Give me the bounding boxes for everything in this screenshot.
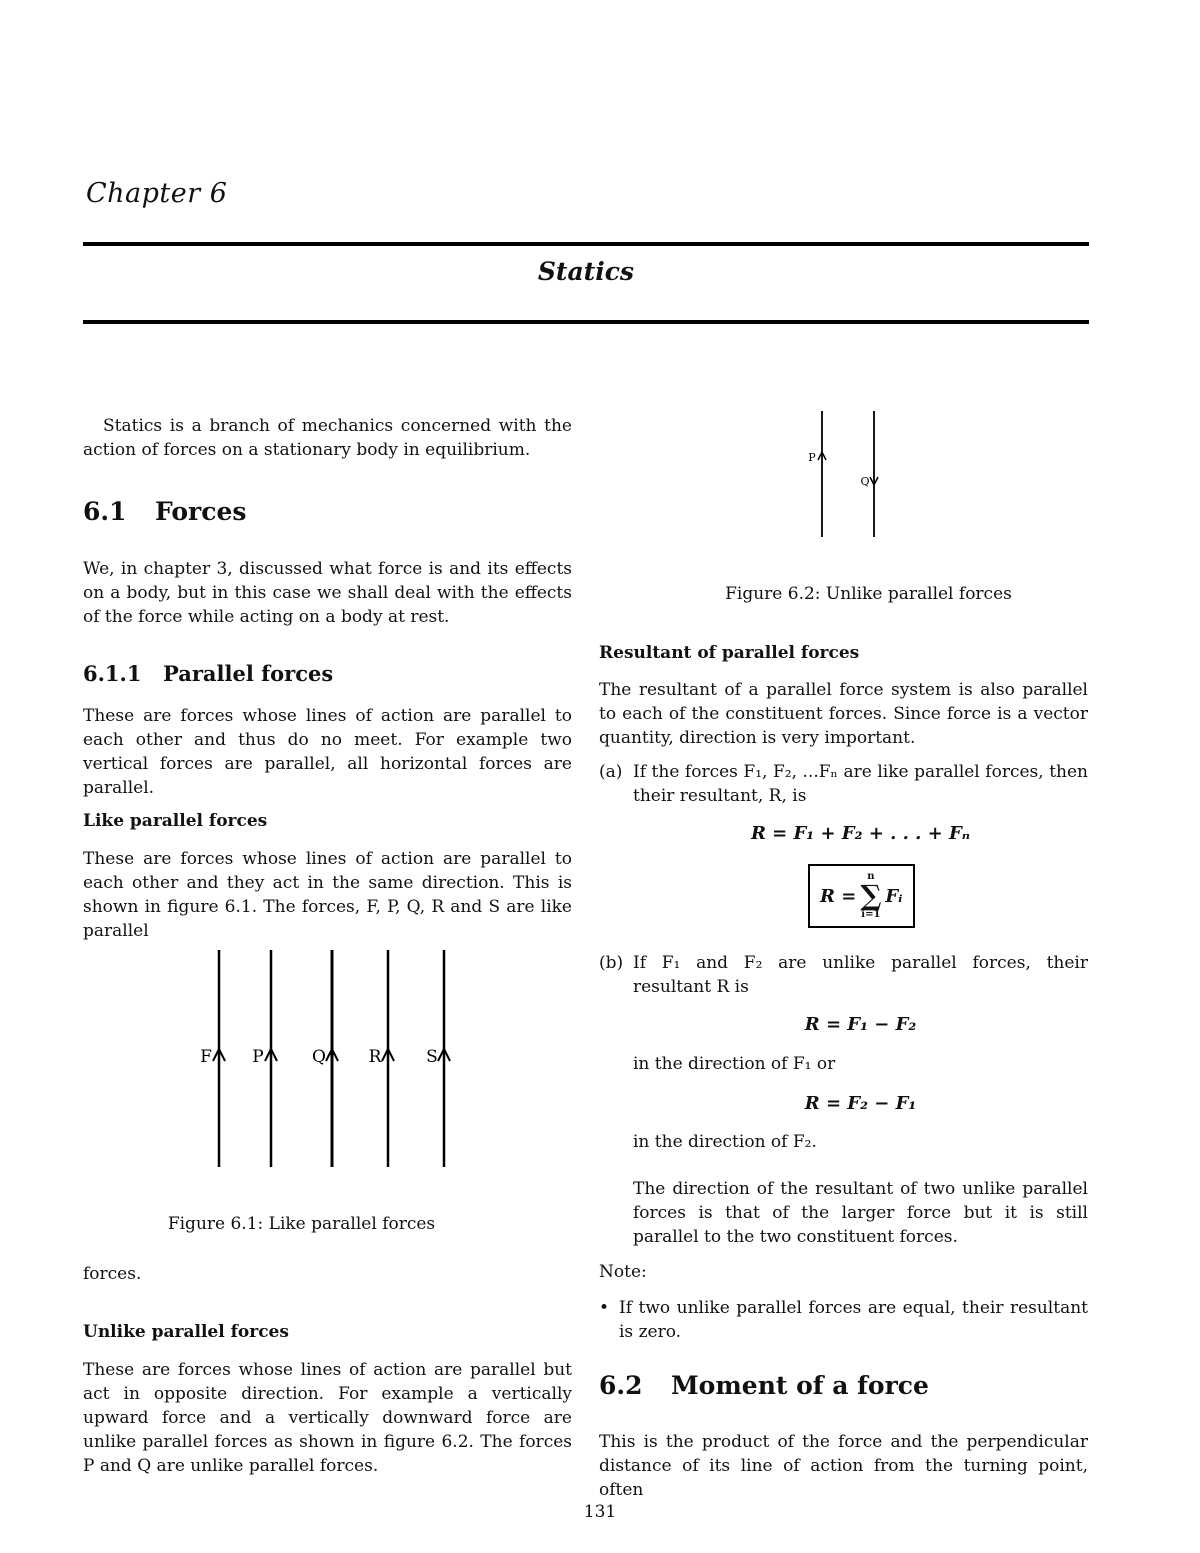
label-s: S [426, 1047, 438, 1067]
equation-sum: R = F₁ + F₂ + . . . + Fₙ [750, 823, 971, 844]
page-number: 131 [583, 1502, 617, 1522]
bottom-rule [83, 320, 1089, 324]
force-line-p-up [818, 411, 826, 537]
figure-6-1-diagram [83, 945, 572, 1175]
item-a [599, 760, 1088, 808]
item-b [599, 951, 1088, 999]
section-6-1-heading: 6.1 Forces [83, 497, 247, 526]
note-heading: Note: [599, 1262, 647, 1282]
boxed-rhs: Fᵢ [885, 885, 903, 907]
sigma-bottom: i=1 [861, 909, 881, 920]
label-p: P [252, 1047, 264, 1067]
note-bullet-text: If two unlike parallel forces are equal, their resultant is zero. [619, 1298, 1088, 1342]
boxed-summation [808, 864, 915, 928]
direction-explanation: The direction of the resultant of two unlike parallel forces is that of the larger force but it is still parallel to the two constituent forces. [633, 1179, 1088, 1247]
resultant-paragraph: The resultant of a parallel force system is also parallel to each of the constituent forces. Since force is a vector quantity, direction is very important. [599, 680, 1088, 748]
bullet-icon: • [599, 1298, 610, 1318]
direction-f1: in the direction of F₁ or [633, 1054, 836, 1074]
item-a-text: If the forces F₁, F₂, ...Fₙ are like parallel forces, then their resultant, R, is [633, 762, 1088, 806]
equation-difference-2: R = F₂ − F₁ [804, 1093, 917, 1114]
section-6-2-heading: 6.2 Moment of a force [599, 1371, 929, 1400]
chapter-label: Chapter 6 [86, 178, 228, 209]
direction-f2: in the direction of F₂. [633, 1132, 817, 1152]
force-line-q-down [870, 411, 878, 537]
label-r: R [368, 1047, 382, 1067]
force-line-r [382, 950, 394, 1167]
label-p-small: P [808, 451, 816, 464]
force-line-q [326, 950, 338, 1167]
chapter-title: Statics [537, 257, 634, 286]
figure-6-2-caption: Figure 6.2: Unlike parallel forces [725, 584, 1012, 604]
force-line-s [438, 950, 450, 1167]
label-f: F [200, 1047, 212, 1067]
force-line-f [213, 950, 225, 1167]
intro-paragraph: Statics is a branch of mechanics concerned with the action of forces on a stationary body in equilibrium. [83, 416, 572, 460]
unlike-parallel-heading: Unlike parallel forces [83, 1322, 289, 1342]
item-b-text: If F₁ and F₂ are unlike parallel forces, their resultant R is [633, 953, 1088, 997]
unlike-parallel-paragraph: These are forces whose lines of action are parallel but act in opposite direction. For example a vertically upward force and a vertically downward force are unlike parallel forces as shown in figure 6.2. The forces P and Q are unlike parallel forces. [83, 1360, 572, 1476]
item-a-label: (a) [599, 762, 623, 782]
sigma-icon: ∑ [860, 879, 882, 912]
moment-paragraph: This is the product of the force and the perpendicular distance of its line of action from the turning point, often [599, 1432, 1088, 1500]
label-q-small: Q [860, 475, 870, 488]
force-line-p [265, 950, 277, 1167]
note-bullet-item [599, 1296, 1088, 1344]
figure-6-1-caption: Figure 6.1: Like parallel forces [167, 1214, 436, 1234]
sigma-block [860, 872, 881, 920]
like-parallel-heading: Like parallel forces [83, 811, 268, 831]
equation-difference-1: R = F₁ − F₂ [804, 1014, 917, 1035]
resultant-heading: Resultant of parallel forces [599, 643, 860, 663]
figure-6-2-diagram [599, 405, 1088, 545]
forces-paragraph: We, in chapter 3, discussed what force is and its effects on a body, but in this case we shall deal with the effects of the force while acting on a body at rest. [83, 559, 572, 627]
forces-continuation: forces. [83, 1264, 142, 1284]
label-q: Q [312, 1047, 326, 1067]
top-rule [83, 242, 1089, 246]
like-parallel-paragraph: These are forces whose lines of action are parallel to each other and they act in the same direction. This is shown in figure 6.1. The forces, F, P, Q, R and S are like parallel [83, 849, 572, 941]
sigma-top: n [867, 871, 875, 882]
subsection-6-1-1-heading: 6.1.1 Parallel forces [83, 661, 334, 686]
parallel-forces-paragraph: These are forces whose lines of action are parallel to each other and thus do no meet. For example two vertical forces are parallel, all horizontal forces are parallel. [83, 706, 572, 798]
item-b-label: (b) [599, 953, 624, 973]
boxed-lhs: R = [820, 885, 857, 907]
